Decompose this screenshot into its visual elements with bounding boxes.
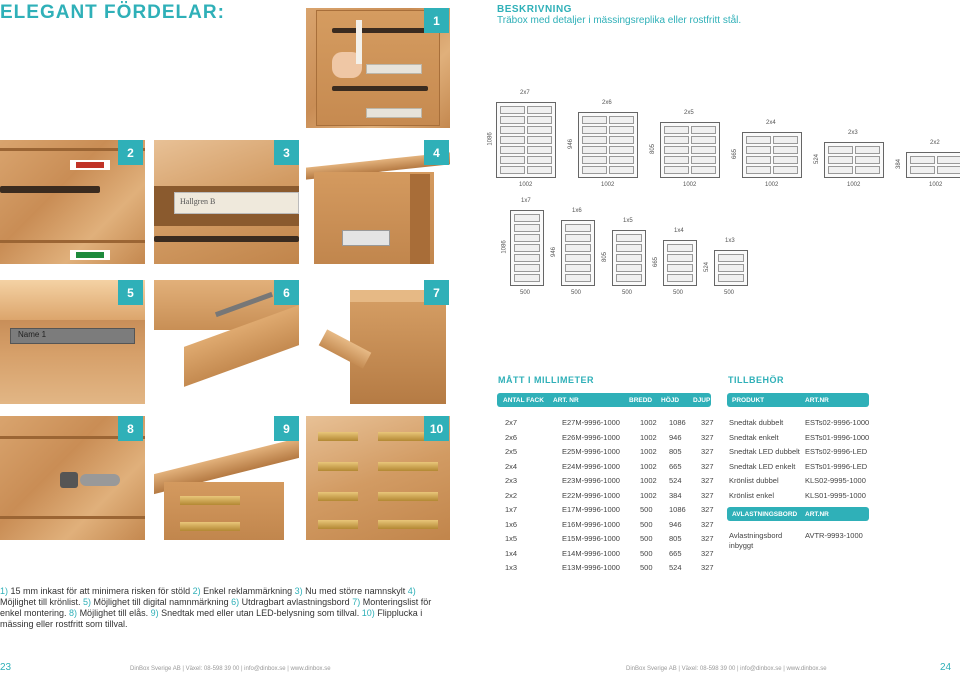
mailbox-compartment <box>691 136 716 144</box>
dimensions-cell: 946 <box>669 519 682 529</box>
mailbox-compartment <box>582 116 607 124</box>
accessories-cell: ESTs02-9996-LED <box>805 447 868 456</box>
accessories-cell: Snedtak enkelt <box>729 432 779 442</box>
mailbox-compartment <box>609 126 634 134</box>
mailbox-compartment <box>527 146 552 154</box>
mailbox-compartment <box>773 136 798 144</box>
dimensions-cell: 1x3 <box>505 563 518 572</box>
cabinet-unit <box>510 210 544 286</box>
dimensions-cell: 524 <box>669 476 682 485</box>
accessories-cell: KLS02-9995-1000 <box>805 476 866 485</box>
mailbox-compartment <box>667 274 693 282</box>
caption-text: Flipplucka i mässing eller rostfritt som tillval. <box>0 608 423 629</box>
dimensions-cell: E16M-9996-1000 <box>562 519 620 529</box>
unit-width: 1002 <box>683 182 697 188</box>
mailbox-compartment <box>746 136 771 144</box>
mailbox-compartment <box>616 274 642 282</box>
mailbox-compartment <box>565 244 591 252</box>
mailbox-compartment <box>514 254 540 262</box>
accessories-cell: ESTs01-9996-1000 <box>805 432 870 442</box>
dimensions-header-bar <box>497 393 711 407</box>
mailbox-compartment <box>609 156 634 164</box>
mailbox-compartment <box>828 146 853 154</box>
mailbox-compartment <box>514 214 540 222</box>
accessories-cell: KLS01-9995-1000 <box>805 490 866 500</box>
mailbox-compartment <box>667 244 693 252</box>
dimensions-cell: 1x6 <box>505 519 518 529</box>
mailbox-compartment <box>910 156 935 164</box>
dimensions-cell: 327 <box>701 461 714 471</box>
mailbox-compartment <box>855 146 880 154</box>
caption-text: Enkel reklammärkning <box>200 586 295 596</box>
badge-1: 1 <box>424 8 449 33</box>
header-art-nr-acc: ART.NR <box>805 396 829 404</box>
caption-number: 4) <box>407 586 416 596</box>
mailbox-compartment <box>664 136 689 144</box>
mailbox-compartment <box>565 274 591 282</box>
mailbox-compartment <box>500 106 525 114</box>
header-avlastningsbord: AVLASTNINGSBORD <box>732 510 798 518</box>
mailbox-compartment <box>746 166 771 174</box>
caption-number: 7) <box>352 597 361 607</box>
mailbox-compartment <box>609 116 634 124</box>
unit-width: 500 <box>520 290 531 296</box>
badge-3: 3 <box>274 140 299 165</box>
caption-text: Snedtak med eller utan LED-belysning som tillval. <box>158 608 362 618</box>
dimensions-cell: 500 <box>640 548 653 558</box>
dimensions-cell: 1x7 <box>505 505 518 514</box>
mailbox-compartment <box>609 146 634 154</box>
mailbox-compartment <box>500 116 525 124</box>
header-art-nr-avl: ART.NR <box>805 510 829 518</box>
cabinet-unit <box>660 122 720 178</box>
dimensions-cell: 1002 <box>640 490 657 500</box>
mailbox-compartment <box>527 136 552 144</box>
mailbox-compartment <box>664 126 689 134</box>
accessories-header-bar <box>727 393 869 407</box>
page-title: ELEGANT FÖRDELAR: <box>0 2 225 23</box>
mailbox-compartment <box>718 254 744 262</box>
header-antal-fack: ANTAL FACK <box>503 396 544 404</box>
accessories-cell: Snedtak LED enkelt <box>729 461 796 471</box>
nameplate-text: Hallgren B <box>180 197 216 206</box>
mailbox-compartment <box>582 126 607 134</box>
dimensions-cell: 1x4 <box>505 548 518 558</box>
unit-width: 1002 <box>847 182 861 188</box>
mailbox-compartment <box>691 126 716 134</box>
cabinet-unit <box>742 132 802 178</box>
unit-label: 2x6 <box>602 100 612 106</box>
caption-number: 6) <box>231 597 240 607</box>
unit-label: 1x6 <box>572 208 582 214</box>
caption-number: 1) <box>0 586 9 596</box>
caption-text: Utdragbart avlastningsbord <box>239 597 353 607</box>
dimensions-cell: 327 <box>701 519 714 529</box>
caption-text: Monteringslist för enkel montering. <box>0 597 432 618</box>
mailbox-compartment <box>609 166 634 174</box>
dimensions-cell: E23M-9996-1000 <box>562 476 620 485</box>
mailbox-compartment <box>910 166 935 174</box>
mailbox-compartment <box>664 156 689 164</box>
cabinet-unit <box>714 250 748 286</box>
dimensions-cell: E15M-9996-1000 <box>562 534 620 543</box>
accessories-cell: Krönlist dubbel <box>729 476 779 485</box>
unit-width: 500 <box>673 290 684 296</box>
dimensions-cell: 500 <box>640 563 653 572</box>
dimensions-cell: 1002 <box>640 461 657 471</box>
mailbox-compartment <box>500 166 525 174</box>
mailbox-compartment <box>500 126 525 134</box>
unit-height: 946 <box>551 246 558 258</box>
mailbox-compartment <box>855 166 880 174</box>
unit-width: 500 <box>571 290 582 296</box>
caption-number: 5) <box>83 597 92 607</box>
mailbox-compartment <box>937 166 960 174</box>
header-hojd: HÖJD <box>661 396 680 404</box>
dimensions-cell: E26M-9996-1000 <box>562 432 620 442</box>
dimensions-cell: 2x4 <box>505 461 518 471</box>
mailbox-compartment <box>718 274 744 282</box>
description-text: Träbox med detaljer i mässingsreplika eller rostfritt stål. <box>497 15 742 26</box>
mailbox-compartment <box>527 166 552 174</box>
mailbox-compartment <box>691 146 716 154</box>
mailbox-compartment <box>773 146 798 154</box>
unit-height: 524 <box>704 261 711 273</box>
dimensions-cell: 805 <box>669 447 682 456</box>
dimensions-cell: 1002 <box>640 476 657 485</box>
mailbox-compartment <box>514 274 540 282</box>
cabinet-unit <box>496 102 556 178</box>
badge-10: 10 <box>424 416 449 441</box>
accessories-cell: Krönlist enkel <box>729 490 775 500</box>
cabinet-unit <box>663 240 697 286</box>
dimensions-cell: 2x2 <box>505 490 518 500</box>
dimensions-cell: 665 <box>669 548 682 558</box>
accessories-cell: ESTs01-9996-LED <box>805 461 868 471</box>
dimensions-cell: 327 <box>701 505 714 514</box>
page-number-right: 24 <box>940 662 952 673</box>
caption-number: 3) <box>294 586 303 596</box>
unit-label: 1x5 <box>623 218 633 224</box>
dimensions-cell: 327 <box>701 418 714 427</box>
dimensions-cell: 500 <box>640 534 653 543</box>
dimensions-cell: 327 <box>701 476 714 485</box>
description-heading: BESKRIVNING <box>497 4 572 15</box>
unit-width: 1002 <box>519 182 533 188</box>
accessories-heading: TILLBEHÖR <box>728 375 784 385</box>
caption-number: 10) <box>361 608 375 618</box>
caption-text: Möjlighet till krönlist. <box>0 597 84 607</box>
caption-number: 9) <box>150 608 159 618</box>
dimensions-cell: 1002 <box>640 432 657 442</box>
dimensions-cell: 327 <box>701 432 714 442</box>
mailbox-compartment <box>500 136 525 144</box>
mailbox-compartment <box>664 166 689 174</box>
mailbox-compartment <box>746 156 771 164</box>
dimensions-cell: 500 <box>640 505 653 514</box>
mailbox-compartment <box>746 146 771 154</box>
header-produkt: PRODUKT <box>732 396 765 404</box>
dimensions-cell: 524 <box>669 563 682 572</box>
mailbox-compartment <box>616 264 642 272</box>
mailbox-compartment <box>527 156 552 164</box>
mailbox-compartment <box>582 146 607 154</box>
dimensions-cell: 1086 <box>669 418 686 427</box>
dimensions-cell: 500 <box>640 519 653 529</box>
unit-label: 2x2 <box>930 140 940 146</box>
mailbox-compartment <box>514 234 540 242</box>
dimensions-cell: 1086 <box>669 505 686 514</box>
mailbox-compartment <box>500 156 525 164</box>
mailbox-compartment <box>937 156 960 164</box>
unit-height: 1086 <box>501 240 508 254</box>
mailbox-compartment <box>582 166 607 174</box>
unit-height: 805 <box>602 251 609 263</box>
avlastning-art-nr: AVTR-9993-1000 <box>805 531 863 540</box>
dimensions-cell: 327 <box>701 447 714 456</box>
unit-height: 665 <box>732 148 739 160</box>
mailbox-compartment <box>773 156 798 164</box>
unit-label: 1x4 <box>674 228 684 234</box>
dimensions-cell: E27M-9996-1000 <box>562 418 620 427</box>
dimensions-cell: 665 <box>669 461 682 471</box>
mailbox-compartment <box>855 156 880 164</box>
mailbox-compartment <box>616 254 642 262</box>
footer-contact-left: DinBox Sverige AB | Växel: 08-598 39 00 | info@dinbox.se | www.dinbox.se <box>130 666 331 672</box>
mailbox-compartment <box>500 146 525 154</box>
dimensions-cell: 1002 <box>640 418 657 427</box>
dimensions-cell: 2x5 <box>505 447 518 456</box>
mailbox-compartment <box>609 136 634 144</box>
mailbox-compartment <box>667 264 693 272</box>
mailbox-compartment <box>582 156 607 164</box>
mailbox-compartment <box>565 264 591 272</box>
unit-height: 1086 <box>487 132 494 146</box>
dimensions-cell: E13M-9996-1000 <box>562 563 620 572</box>
mailbox-compartment <box>718 264 744 272</box>
cabinet-unit <box>578 112 638 178</box>
header-bredd: BREDD <box>629 396 653 404</box>
dimensions-cell: 327 <box>701 534 714 543</box>
badge-5: 5 <box>118 280 143 305</box>
mailbox-compartment <box>691 166 716 174</box>
mailbox-compartment <box>582 136 607 144</box>
cabinet-unit <box>561 220 595 286</box>
dimensions-cell: 805 <box>669 534 682 543</box>
mailbox-compartment <box>565 224 591 232</box>
mailbox-compartment <box>828 166 853 174</box>
badge-6: 6 <box>274 280 299 305</box>
mailbox-compartment <box>514 244 540 252</box>
unit-label: 2x5 <box>684 110 694 116</box>
unit-width: 500 <box>622 290 633 296</box>
unit-label: 2x7 <box>520 90 530 96</box>
mailbox-compartment <box>667 254 693 262</box>
dimensions-cell: 2x6 <box>505 432 518 442</box>
footer-contact-right: DinBox Sverige AB | Växel: 08-598 39 00 | info@dinbox.se | www.dinbox.se <box>626 666 827 672</box>
unit-height: 665 <box>653 256 660 268</box>
mailbox-compartment <box>565 254 591 262</box>
unit-width: 1002 <box>601 182 615 188</box>
avlastning-header-bar <box>727 507 869 521</box>
dimensions-cell: 327 <box>701 563 714 572</box>
dimensions-cell: E17M-9996-1000 <box>562 505 620 514</box>
cabinet-unit <box>906 152 960 178</box>
page-number-left: 23 <box>0 662 12 673</box>
mailbox-compartment <box>691 156 716 164</box>
unit-width: 1002 <box>765 182 779 188</box>
unit-height: 524 <box>814 153 821 165</box>
nameplate-text-2: Name 1 <box>18 330 47 339</box>
badge-9: 9 <box>274 416 299 441</box>
dimensions-cell: 327 <box>701 548 714 558</box>
mailbox-compartment <box>514 224 540 232</box>
accessories-cell: Snedtak dubbelt <box>729 418 784 427</box>
mailbox-compartment <box>514 264 540 272</box>
dimensions-cell: 2x3 <box>505 476 518 485</box>
dimensions-cell: E14M-9996-1000 <box>562 548 620 558</box>
mailbox-compartment <box>527 116 552 124</box>
unit-height: 384 <box>896 158 903 170</box>
mailbox-compartment <box>565 234 591 242</box>
header-djup: DJUP <box>693 396 711 404</box>
dimensions-cell: 327 <box>701 490 714 500</box>
unit-label: 2x4 <box>766 120 776 126</box>
badge-2: 2 <box>118 140 143 165</box>
mailbox-compartment <box>828 156 853 164</box>
cabinet-unit <box>824 142 884 178</box>
unit-height: 946 <box>568 138 575 150</box>
accessories-cell: ESTs02-9996-1000 <box>805 418 870 427</box>
unit-width: 500 <box>724 290 735 296</box>
badge-4: 4 <box>424 140 449 165</box>
dimensions-cell: 1x5 <box>505 534 518 543</box>
unit-label: 1x7 <box>521 198 531 204</box>
badge-7: 7 <box>424 280 449 305</box>
mailbox-compartment <box>664 146 689 154</box>
features-caption <box>0 586 452 630</box>
unit-label: 2x3 <box>848 130 858 136</box>
badge-8: 8 <box>118 416 143 441</box>
caption-text: Möjlighet till elås. <box>77 608 151 618</box>
unit-height: 805 <box>650 143 657 155</box>
mailbox-compartment <box>616 234 642 242</box>
dimensions-cell: E24M-9996-1000 <box>562 461 620 471</box>
avlastning-product: Avlastningsbord inbyggt <box>729 531 783 550</box>
mailbox-compartment <box>527 106 552 114</box>
unit-width: 1002 <box>929 182 943 188</box>
caption-text: Nu med större namnskylt <box>302 586 408 596</box>
dimensions-cell: 2x7 <box>505 418 518 427</box>
mailbox-compartment <box>616 244 642 252</box>
dimensions-heading: MÅTT I MILLIMETER <box>498 375 594 385</box>
caption-text: Möjlighet till digital namnmärkning <box>91 597 232 607</box>
cabinet-unit <box>612 230 646 286</box>
accessories-cell: Snedtak LED dubbelt <box>729 447 800 456</box>
dimensions-cell: 384 <box>669 490 682 500</box>
unit-label: 1x3 <box>725 238 735 244</box>
dimensions-cell: E25M-9996-1000 <box>562 447 620 456</box>
header-art-nr: ART. NR <box>553 396 579 404</box>
mailbox-compartment <box>527 126 552 134</box>
caption-number: 8) <box>69 608 78 618</box>
caption-number: 2) <box>192 586 201 596</box>
mailbox-compartment <box>773 166 798 174</box>
dimensions-cell: 946 <box>669 432 682 442</box>
dimensions-cell: 1002 <box>640 447 657 456</box>
caption-text: 15 mm inkast för att minimera risken för stöld <box>8 586 193 596</box>
dimensions-cell: E22M-9996-1000 <box>562 490 620 500</box>
